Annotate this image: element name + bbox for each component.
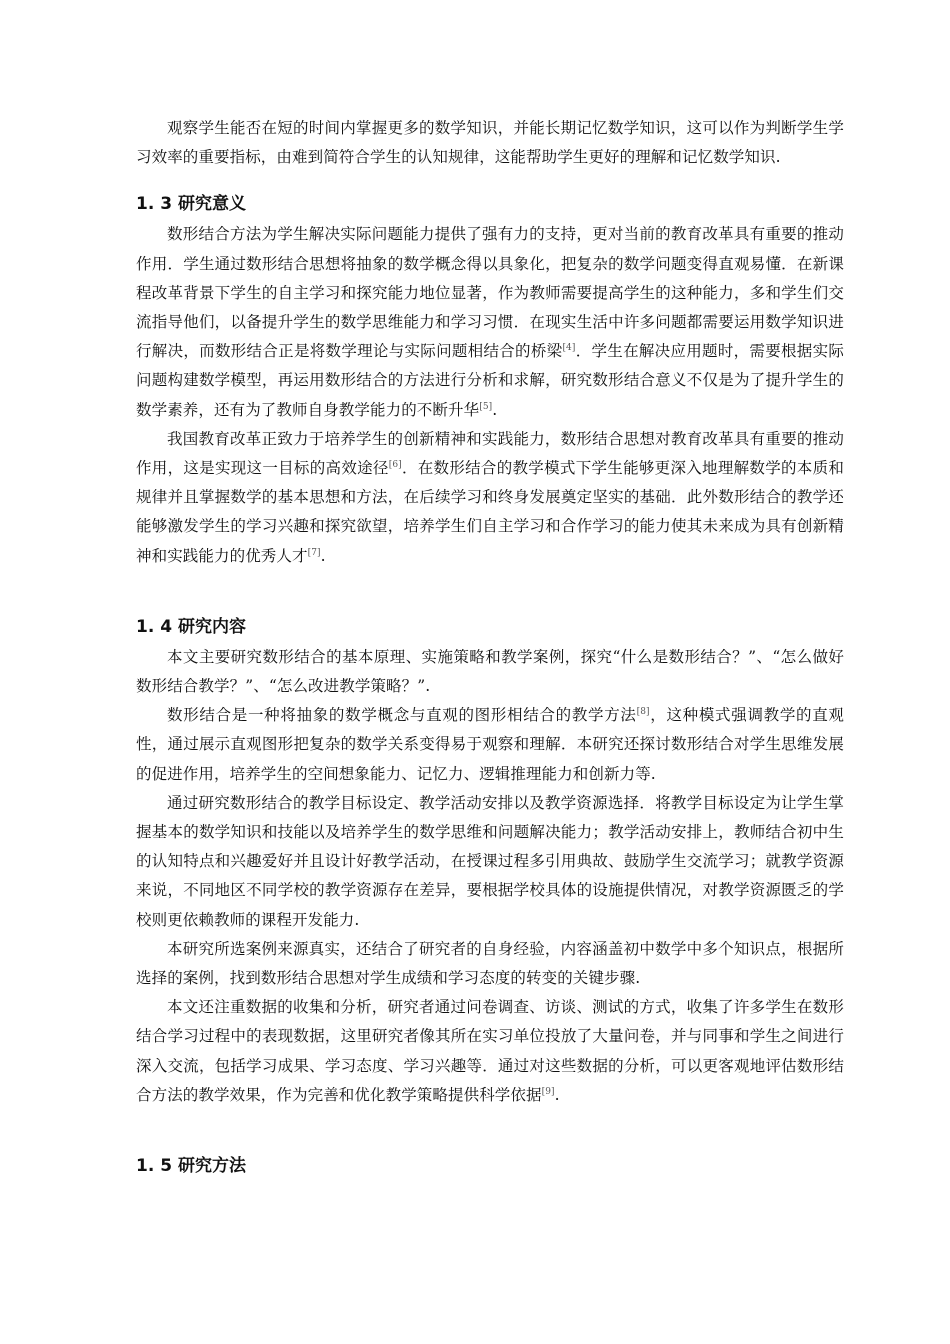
paragraph-significance-2 bbox=[136, 425, 844, 571]
text-run: ，这种模式强调教学的直观性，通过展示直观图形把复杂的数学关系变得易于观察和理解．本研究还探讨数形结合对学生思维发展的促进作用，培养学生的空间想象能力、记忆力、逻辑推理能力和创新力等. bbox=[136, 706, 845, 783]
text-run: 本文还注重数据的收集和分析，研究者通过问卷调查、访谈、测试的方式，收集了许多学生在数形结合学习过程中的表现数据，这里研究者像其所在实习单位投放了大量问卷，并与同事和学生之间进行深入交流，包括学习成果、学习态度、学习兴趣等．通过对这些数据的分析，可以更客观地评估数形结合方法的教学效果，作为完善和优化教学策略提供科学依据 bbox=[136, 998, 844, 1104]
intro-paragraph: 观察学生能否在短的时间内掌握更多的数学知识，并能长期记忆数学知识，这可以作为判断学生学习效率的重要指标，由难到简符合学生的认知规律，这能帮助学生更好的理解和记忆数学知识. bbox=[136, 119, 844, 167]
paragraph-significance-1 bbox=[136, 220, 844, 424]
text-run: . bbox=[320, 546, 326, 565]
paragraph-content-2 bbox=[136, 701, 844, 789]
section-heading-1-4: 1. 4 研究内容 bbox=[136, 616, 246, 637]
paragraph-content-3: 通过研究数形结合的教学目标设定、教学活动安排以及教学资源选择．将教学目标设定为让学生掌握基本的数学知识和技能以及培养学生的数学思维和问题解决能力；教学活动安排上，教师结合初中生的认知特点和兴趣爱好并且设计好教学活动，在授课过程多引用典故、鼓励学生交流学习；就教学资源来说，不同地区不同学校的教学资源存在差异，要根据学校具体的设施提供情况，对教学资源匮乏的学校则更依赖教师的课程开发能力. bbox=[136, 793, 844, 929]
text-run: 数形结合方法为学生解决实际问题能力提供了强有力的支持，更对当前的教育改革具有重要的推动作用．学生通过数形结合思想将抽象的数学概念得以具象化，把复杂的数学问题变得直观易懂．在新课程改革背景下学生的自主学习和探究能力地位显著，作为教师需要提高学生的这种能力，多和学生们交流指导他们，以备提升学生的数学思维能力和学习习惯．在现实生活中许多问题都需要运用数学知识进行解决，而数形结合正是将数学理论与实际问题相结合的桥梁 bbox=[136, 225, 844, 361]
document-page bbox=[136, 114, 844, 1178]
citation-5: [5] bbox=[479, 401, 493, 412]
citation-6: [6] bbox=[388, 459, 402, 470]
citation-9: [9] bbox=[541, 1086, 555, 1097]
text-run: . bbox=[554, 1085, 560, 1104]
text-run: 数形结合是一种将抽象的数学概念与直观的图形相结合的教学方法 bbox=[167, 706, 637, 725]
citation-8: [8] bbox=[636, 707, 650, 718]
text-run: ．在数形结合的教学模式下学生能够更深入地理解数学的本质和规律并且掌握数学的基本思想和方法，在后续学习和终身发展奠定坚实的基础．此外数形结合的教学还能够激发学生的学习兴趣和探究欲望，培养学生们自主学习和合作学习的能力使其未来成为具有创新精神和实践能力的优秀人才 bbox=[136, 459, 844, 565]
text-run: . bbox=[492, 400, 498, 419]
paragraph-content-1: 本文主要研究数形结合的基本原理、实施策略和教学案例，探究“什么是数形结合？”、“怎么做好数形结合教学？”、“怎么改进教学策略？”. bbox=[136, 647, 844, 696]
text-run: ．学生在解决应用题时，需要根据实际问题构建数学模型，再运用数形结合的方法进行分析和求解，研究数形结合意义不仅是为了提升学生的数学素养，还有为了教师自身教学能力的不断升华 bbox=[136, 342, 844, 419]
citation-7: [7] bbox=[307, 547, 321, 558]
text-run: 我国教育改革正致力于培养学生的创新精神和实践能力，数形结合思想对教育改革具有重要的推动作用，这是实现这一目标的高效途径 bbox=[136, 429, 844, 478]
citation-4: [4] bbox=[562, 343, 576, 354]
section-heading-1-5: 1. 5 研究方法 bbox=[136, 1156, 246, 1177]
paragraph-content-4: 本研究所选案例来源真实，还结合了研究者的自身经验，内容涵盖初中数学中多个知识点，根据所选择的案例，找到数形结合思想对学生成绩和学习态度的转变的关键步骤. bbox=[136, 939, 844, 988]
section-heading-1-3: 1. 3 研究意义 bbox=[136, 194, 246, 215]
paragraph-content-5 bbox=[136, 993, 844, 1110]
